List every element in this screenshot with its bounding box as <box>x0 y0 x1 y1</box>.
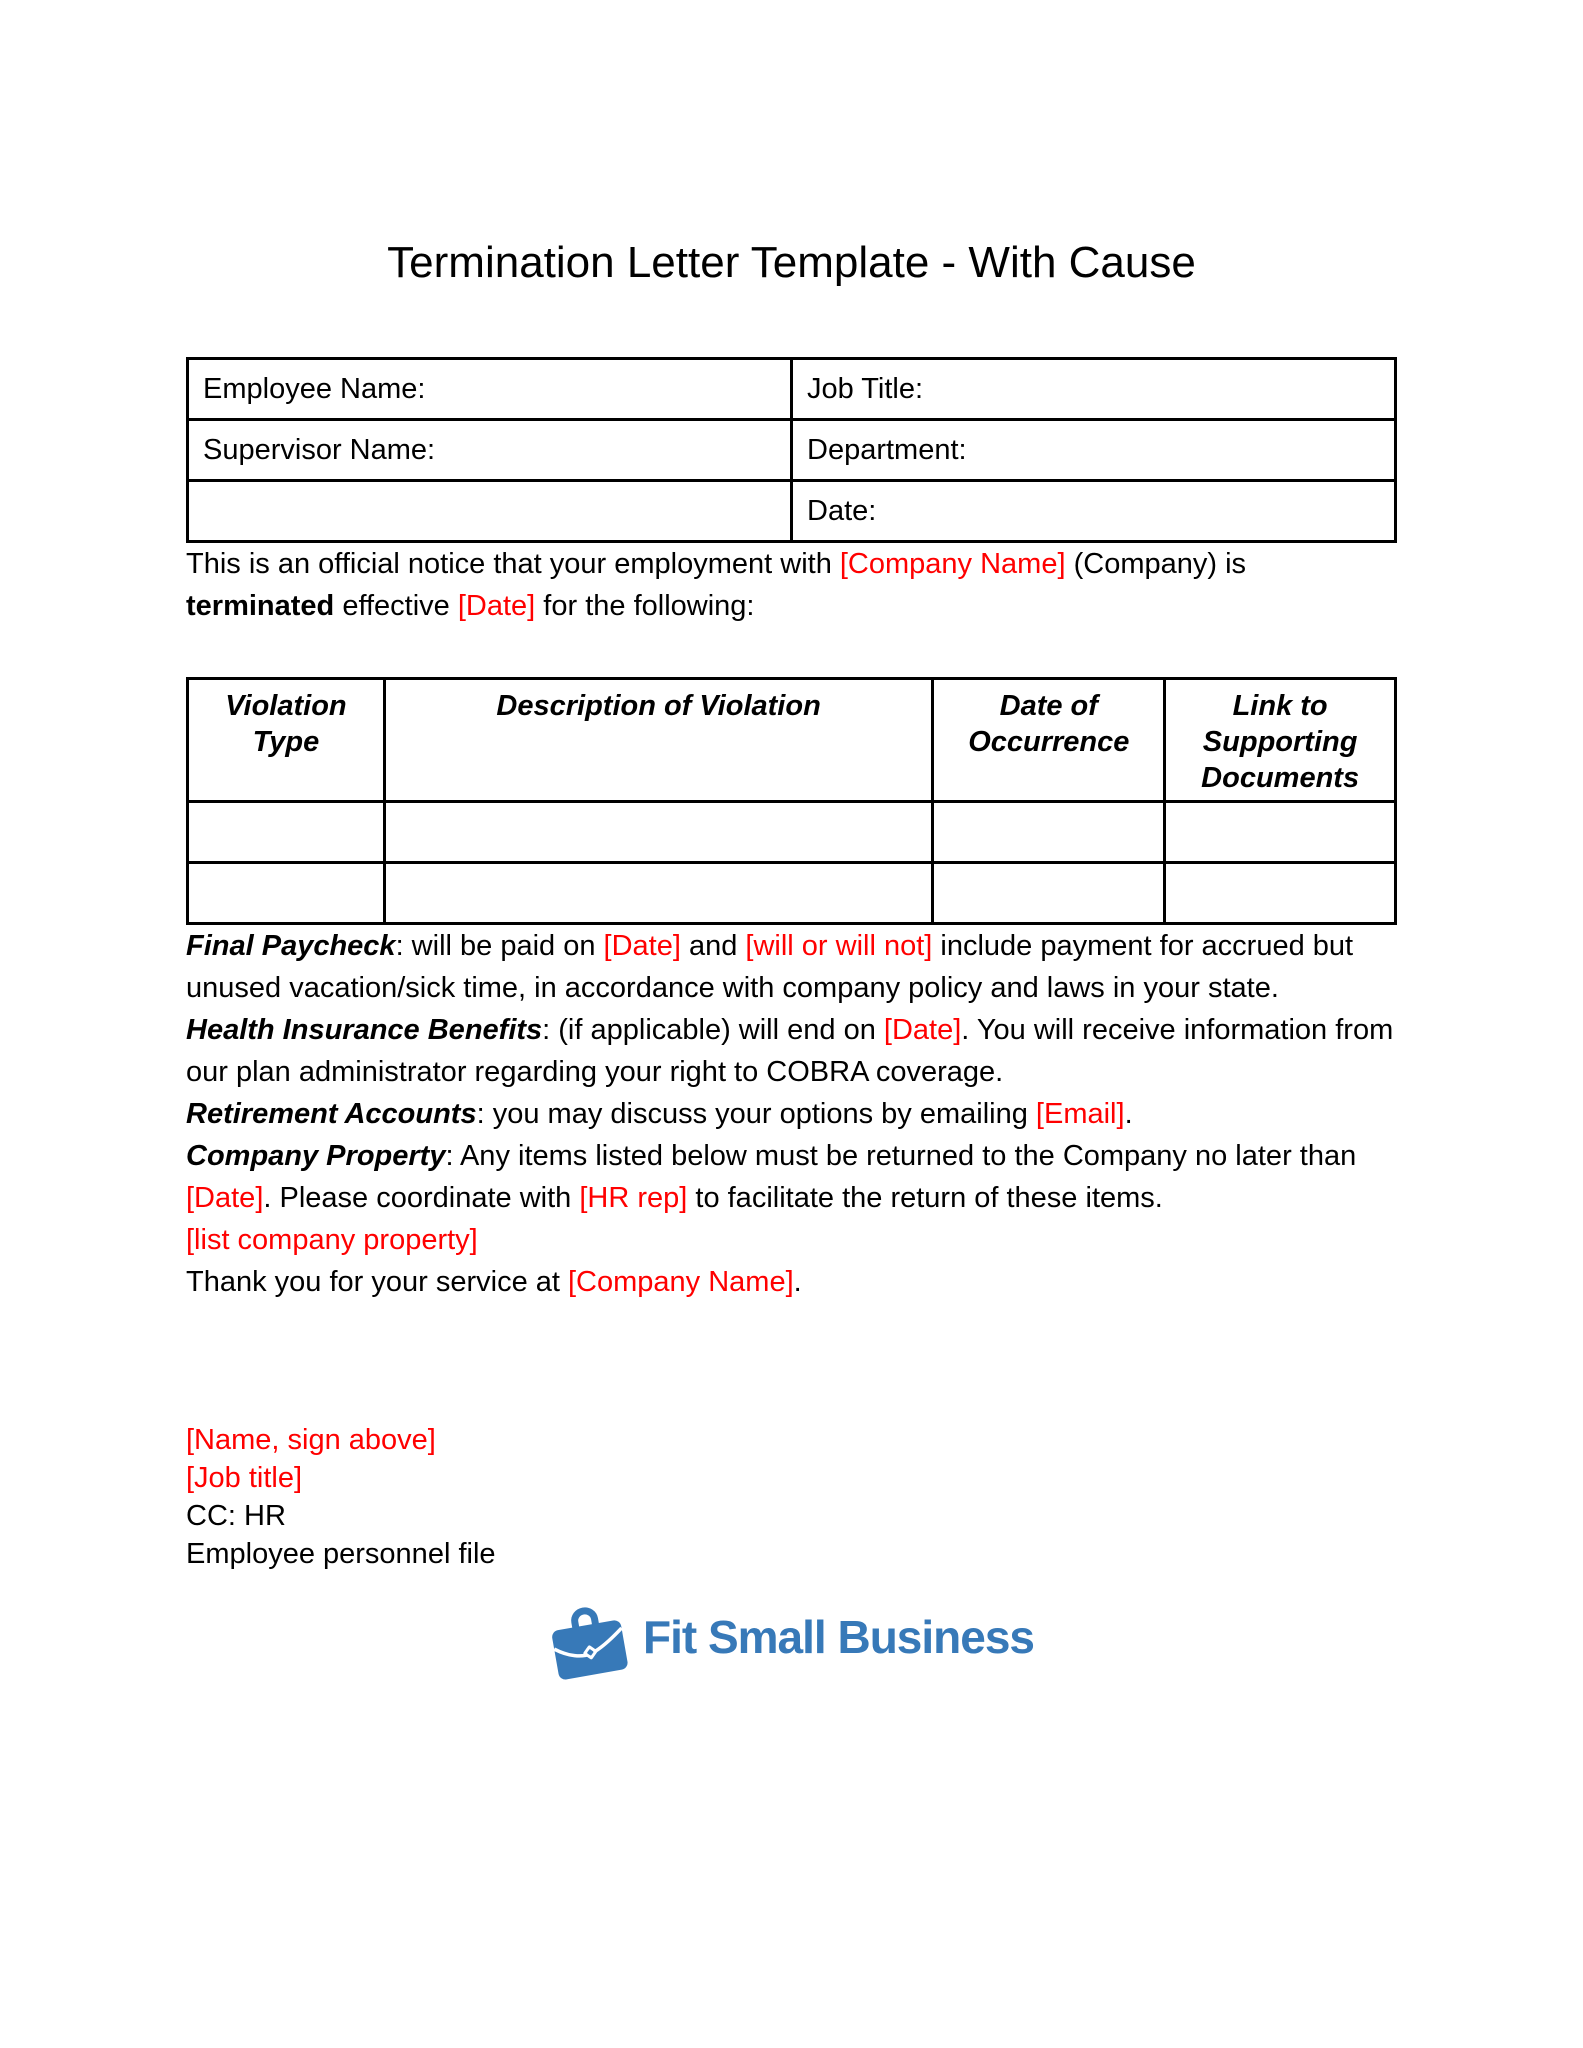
empty-cell <box>384 802 932 863</box>
violation-type-header: Violation Type <box>188 679 385 802</box>
signature-title-line: [Job title] <box>186 1462 303 1494</box>
intro-paragraph: This is an official notice that your employment with [Company Name] (Company) is terminated effective [Date] for the following: <box>186 548 1247 622</box>
empty-cell <box>384 863 932 924</box>
thanks-paragraph: Thank you for your service at [Company Name]. <box>186 1266 802 1298</box>
violation-empty-row <box>188 802 1396 863</box>
signature-block <box>186 1421 1397 1573</box>
violation-header-row <box>188 679 1396 802</box>
empty-cell <box>188 863 385 924</box>
briefcase-icon <box>549 1599 629 1681</box>
signature-name-line: [Name, sign above] <box>186 1424 436 1456</box>
health-insurance-paragraph: Health Insurance Benefits: (if applicable) will end on [Date]. You will receive information from our plan administrator regarding your right to COBRA coverage. <box>186 1014 1394 1088</box>
company-property-paragraph: Company Property: Any items listed below must be returned to the Company no later than [Date]. Please coordinate with [HR rep] to facilitate the return of these items. <box>186 1140 1357 1214</box>
table-row <box>188 359 1396 420</box>
footer-logo <box>186 1599 1397 1681</box>
supporting-docs-header: Link to Supporting Documents <box>1165 679 1396 802</box>
empty-cell <box>1165 863 1396 924</box>
document-content <box>186 0 1397 1681</box>
table-row <box>188 420 1396 481</box>
page-title: Termination Letter Template - With Cause <box>387 238 1196 287</box>
cc-line: CC: HR <box>186 1500 286 1532</box>
empty-cell <box>188 802 385 863</box>
empty-cell <box>188 481 792 542</box>
job-title-label: Job Title: <box>792 359 1396 420</box>
employee-info-table <box>186 357 1397 543</box>
empty-cell <box>933 802 1165 863</box>
department-label: Department: <box>792 420 1396 481</box>
personnel-file-line: Employee personnel file <box>186 1538 496 1570</box>
table-row <box>188 481 1396 542</box>
final-paycheck-paragraph: Final Paycheck: will be paid on [Date] and [will or will not] include payment for accrued but unused vacation/sick time, in accordance with company policy and laws in your state. <box>186 930 1354 1004</box>
employee-name-label: Employee Name: <box>188 359 792 420</box>
supervisor-name-label: Supervisor Name: <box>188 420 792 481</box>
violation-empty-row <box>188 863 1396 924</box>
retirement-accounts-paragraph: Retirement Accounts: you may discuss your options by emailing [Email]. <box>186 1098 1133 1130</box>
property-list-placeholder: [list company property] <box>186 1224 478 1256</box>
date-occurrence-header: Date of Occurrence <box>933 679 1165 802</box>
empty-cell <box>933 863 1165 924</box>
violation-table <box>186 677 1397 925</box>
description-header: Description of Violation <box>384 679 932 802</box>
brand-name: Fit Small Business <box>642 1611 1034 1663</box>
date-label: Date: <box>792 481 1396 542</box>
empty-cell <box>1165 802 1396 863</box>
